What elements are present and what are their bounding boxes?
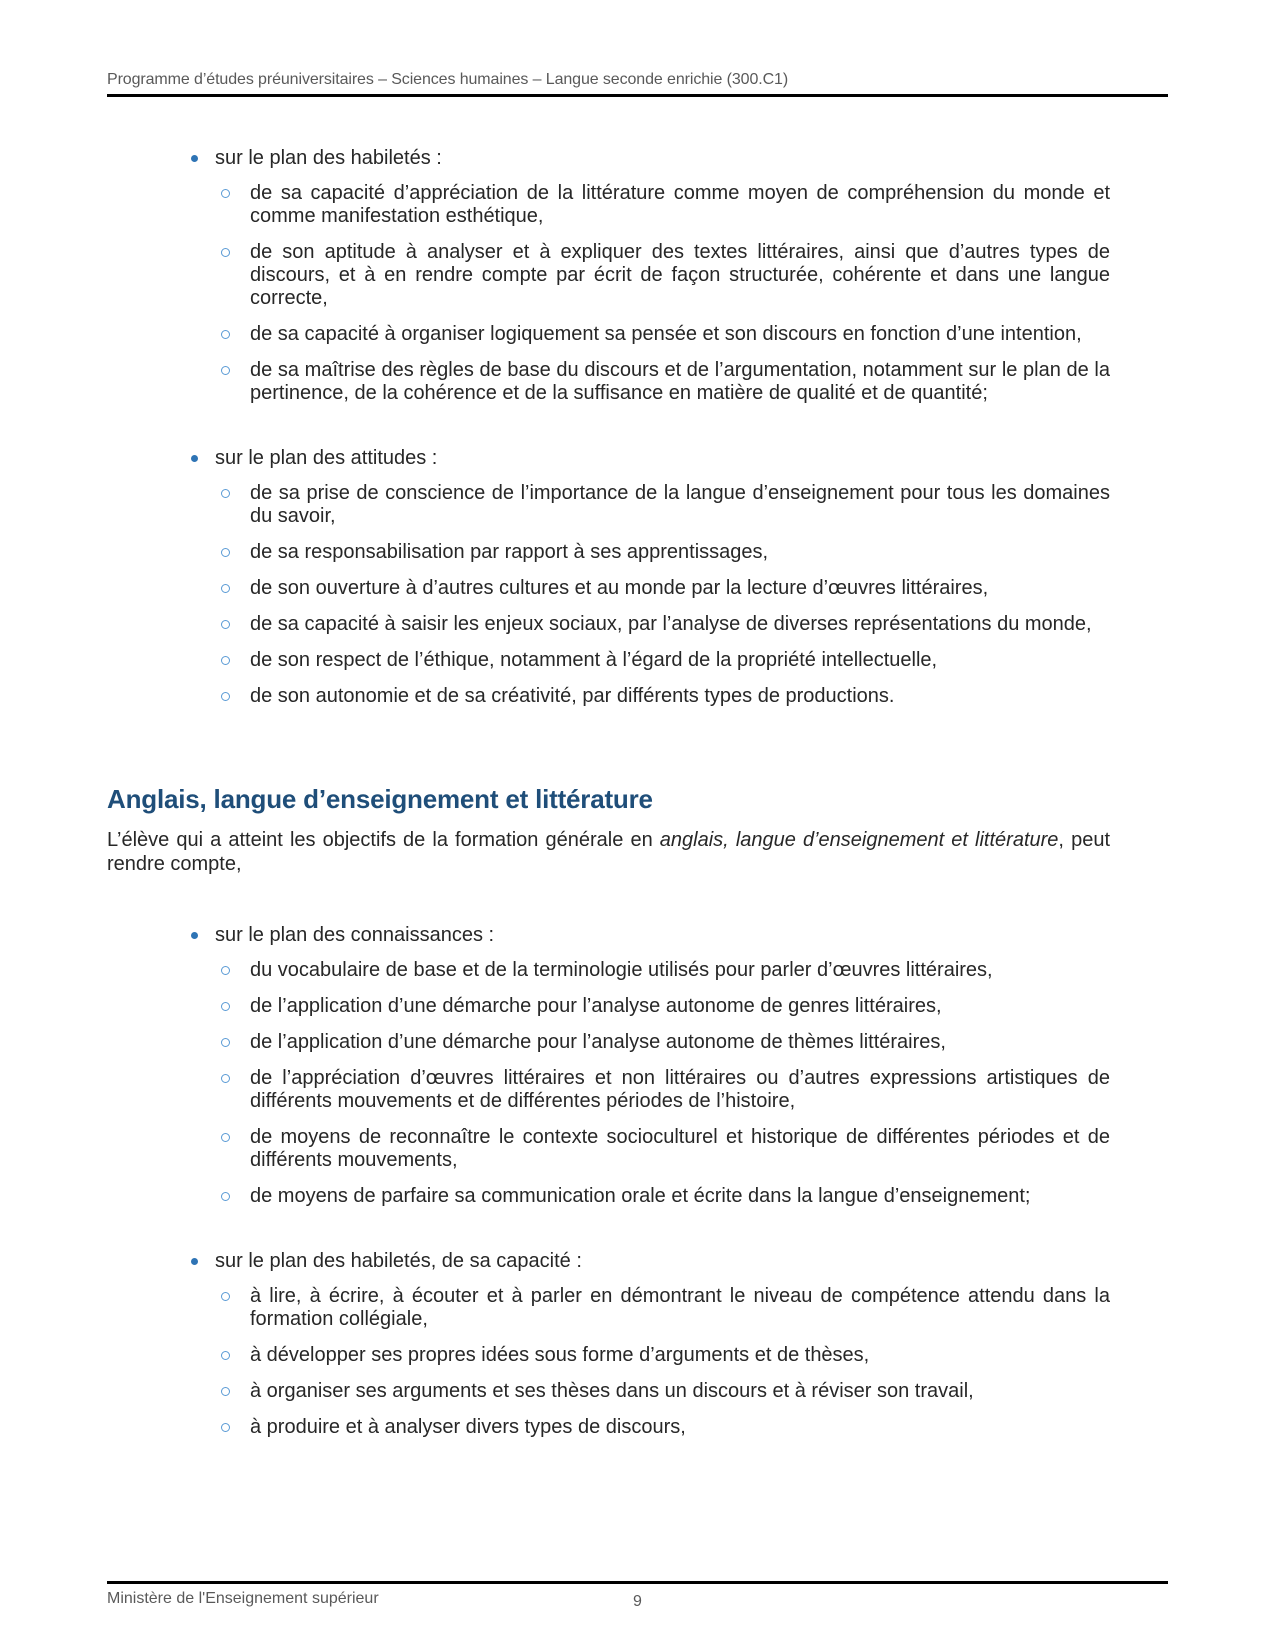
page-footer — [107, 1581, 1168, 1608]
section-heading-anglais: Anglais, langue d’enseignement et littérature — [107, 784, 653, 814]
list-item — [107, 482, 1110, 528]
anglais-groups — [107, 924, 1110, 1439]
list-item — [107, 1126, 1110, 1172]
list-item — [107, 1344, 1110, 1367]
bullet-circle-icon — [221, 966, 230, 975]
bullet-circle-icon — [221, 1002, 230, 1011]
sub-bullet-list — [107, 959, 1110, 1208]
bullet-circle-icon — [221, 1351, 230, 1360]
bullet-circle-icon — [221, 656, 230, 665]
bullet-circle-icon — [221, 1423, 230, 1432]
list-item — [107, 1185, 1110, 1208]
list-item — [107, 359, 1110, 405]
bullet-dot-icon — [191, 932, 198, 939]
list-item-text: de son autonomie et de sa créativité, par différents types de productions. — [250, 685, 895, 707]
bullet-circle-icon — [221, 1133, 230, 1142]
list-item-text: de sa capacité d’appréciation de la littérature comme moyen de compréhension du monde et comme manifestation esthétique, — [250, 182, 1110, 227]
footer-page-number: 9 — [633, 1593, 642, 1610]
intro-paragraph — [107, 828, 1110, 876]
bullet-dot-icon — [191, 1258, 198, 1265]
bullet-circle-icon — [221, 489, 230, 498]
list-item — [107, 1380, 1110, 1403]
bullet-circle-icon — [221, 584, 230, 593]
list-item-text: de moyens de reconnaître le contexte socioculturel et historique de différentes périodes et de différents mouvements, — [250, 1126, 1110, 1171]
bullet-circle-icon — [221, 366, 230, 375]
bullet-circle-icon — [221, 692, 230, 701]
list-item — [107, 1031, 1110, 1054]
bullet-dot-icon — [191, 155, 198, 162]
list-item — [107, 541, 1110, 564]
bullet-circle-icon — [221, 1074, 230, 1083]
list-item-text: à organiser ses arguments et ses thèses dans un discours et à réviser son travail, — [250, 1380, 974, 1402]
list-item — [107, 685, 1110, 708]
page-header — [107, 0, 1168, 97]
list-item-text: de son aptitude à analyser et à expliquer des textes littéraires, ainsi que d’autres types de discours, et à en rendre compte par écrit de façon structurée, cohérente et dans une langue correcte, — [250, 241, 1110, 309]
list-item — [107, 241, 1110, 310]
list-group-label — [107, 924, 1110, 947]
list-item-text: de sa capacité à organiser logiquement sa pensée et son discours en fonction d’une intention, — [250, 323, 1082, 345]
list-item — [107, 323, 1110, 346]
bullet-dot-icon — [191, 455, 198, 462]
list-item-text: de l’application d’une démarche pour l’analyse autonome de thèmes littéraires, — [250, 1031, 946, 1053]
sub-bullet-list — [107, 182, 1110, 405]
list-group-label — [107, 1250, 1110, 1273]
list-item — [107, 649, 1110, 672]
list-item-text: de sa capacité à saisir les enjeux sociaux, par l’analyse de diverses représentations du monde, — [250, 613, 1092, 635]
list-item-text: de son ouverture à d’autres cultures et au monde par la lecture d’œuvres littéraires, — [250, 577, 989, 599]
footer-ministry: Ministère de l'Enseignement supérieur — [107, 1590, 379, 1607]
list-item — [107, 1285, 1110, 1331]
list-group-label-text: sur le plan des attitudes : — [215, 447, 438, 469]
list-item-text: du vocabulaire de base et de la terminologie utilisés pour parler d’œuvres littéraires, — [250, 959, 993, 981]
bullet-circle-icon — [221, 620, 230, 629]
bullet-circle-icon — [221, 1038, 230, 1047]
list-group-label-text: sur le plan des habiletés : — [215, 147, 442, 169]
list-group-label — [107, 147, 1110, 170]
list-item-text: de l’appréciation d’œuvres littéraires et non littéraires ou d’autres expressions artistiques de différents mouvements et de différentes périodes de l’histoire, — [250, 1067, 1110, 1112]
bullet-circle-icon — [221, 248, 230, 257]
list-item — [107, 995, 1110, 1018]
list-item-text: de l’application d’une démarche pour l’analyse autonome de genres littéraires, — [250, 995, 942, 1017]
bullet-circle-icon — [221, 1387, 230, 1396]
list-item-text: à produire et à analyser divers types de discours, — [250, 1416, 686, 1438]
list-item-text: à lire, à écrire, à écouter et à parler en démontrant le niveau de compétence attendu dans la formation collégiale, — [250, 1285, 1110, 1330]
bullet-circle-icon — [221, 330, 230, 339]
list-item-text: de sa responsabilisation par rapport à ses apprentissages, — [250, 541, 769, 563]
intro-discipline-italic: anglais, langue d’enseignement et littérature — [659, 829, 1059, 851]
section-habiletes-capacite — [107, 1250, 1110, 1439]
sub-bullet-list — [107, 1285, 1110, 1439]
bullet-circle-icon — [221, 548, 230, 557]
list-item — [107, 577, 1110, 600]
list-item-text: à développer ses propres idées sous forme d’arguments et de thèses, — [250, 1344, 870, 1366]
bullet-circle-icon — [221, 1292, 230, 1301]
bullet-circle-icon — [221, 1192, 230, 1201]
document-body — [107, 147, 1168, 1439]
list-item-text: de sa maîtrise des règles de base du discours et de l’argumentation, notamment sur le plan de la pertinence, de la cohérence et de la suffisance en matière de qualité et de quantité; — [250, 359, 1110, 404]
bullet-circle-icon — [221, 189, 230, 198]
list-item-text: de son respect de l’éthique, notamment à l’égard de la propriété intellectuelle, — [250, 649, 938, 671]
list-item — [107, 613, 1110, 636]
list-group-label-text: sur le plan des connaissances : — [215, 924, 495, 946]
list-item-text: de sa prise de conscience de l’importance de la langue d’enseignement pour tous les domaines du savoir, — [250, 482, 1110, 527]
header-running-title: Programme d’études préuniversitaires – Sciences humaines – Langue seconde enrichie (300.C1) — [107, 71, 789, 88]
list-group-label — [107, 447, 1110, 470]
list-item — [107, 1067, 1110, 1113]
section-habiletes — [107, 147, 1110, 405]
list-item — [107, 182, 1110, 228]
intro-suffix: , peut rendre compte, — [107, 829, 1110, 875]
intro-prefix: L’élève qui a atteint les objectifs de la formation générale en — [107, 829, 660, 851]
list-item — [107, 959, 1110, 982]
section-connaissances — [107, 924, 1110, 1208]
sub-bullet-list — [107, 482, 1110, 708]
list-item — [107, 1416, 1110, 1439]
list-item-text: de moyens de parfaire sa communication orale et écrite dans la langue d’enseignement; — [250, 1185, 1031, 1207]
list-group-label-text: sur le plan des habiletés, de sa capacité : — [215, 1250, 582, 1272]
section-attitudes — [107, 447, 1110, 708]
